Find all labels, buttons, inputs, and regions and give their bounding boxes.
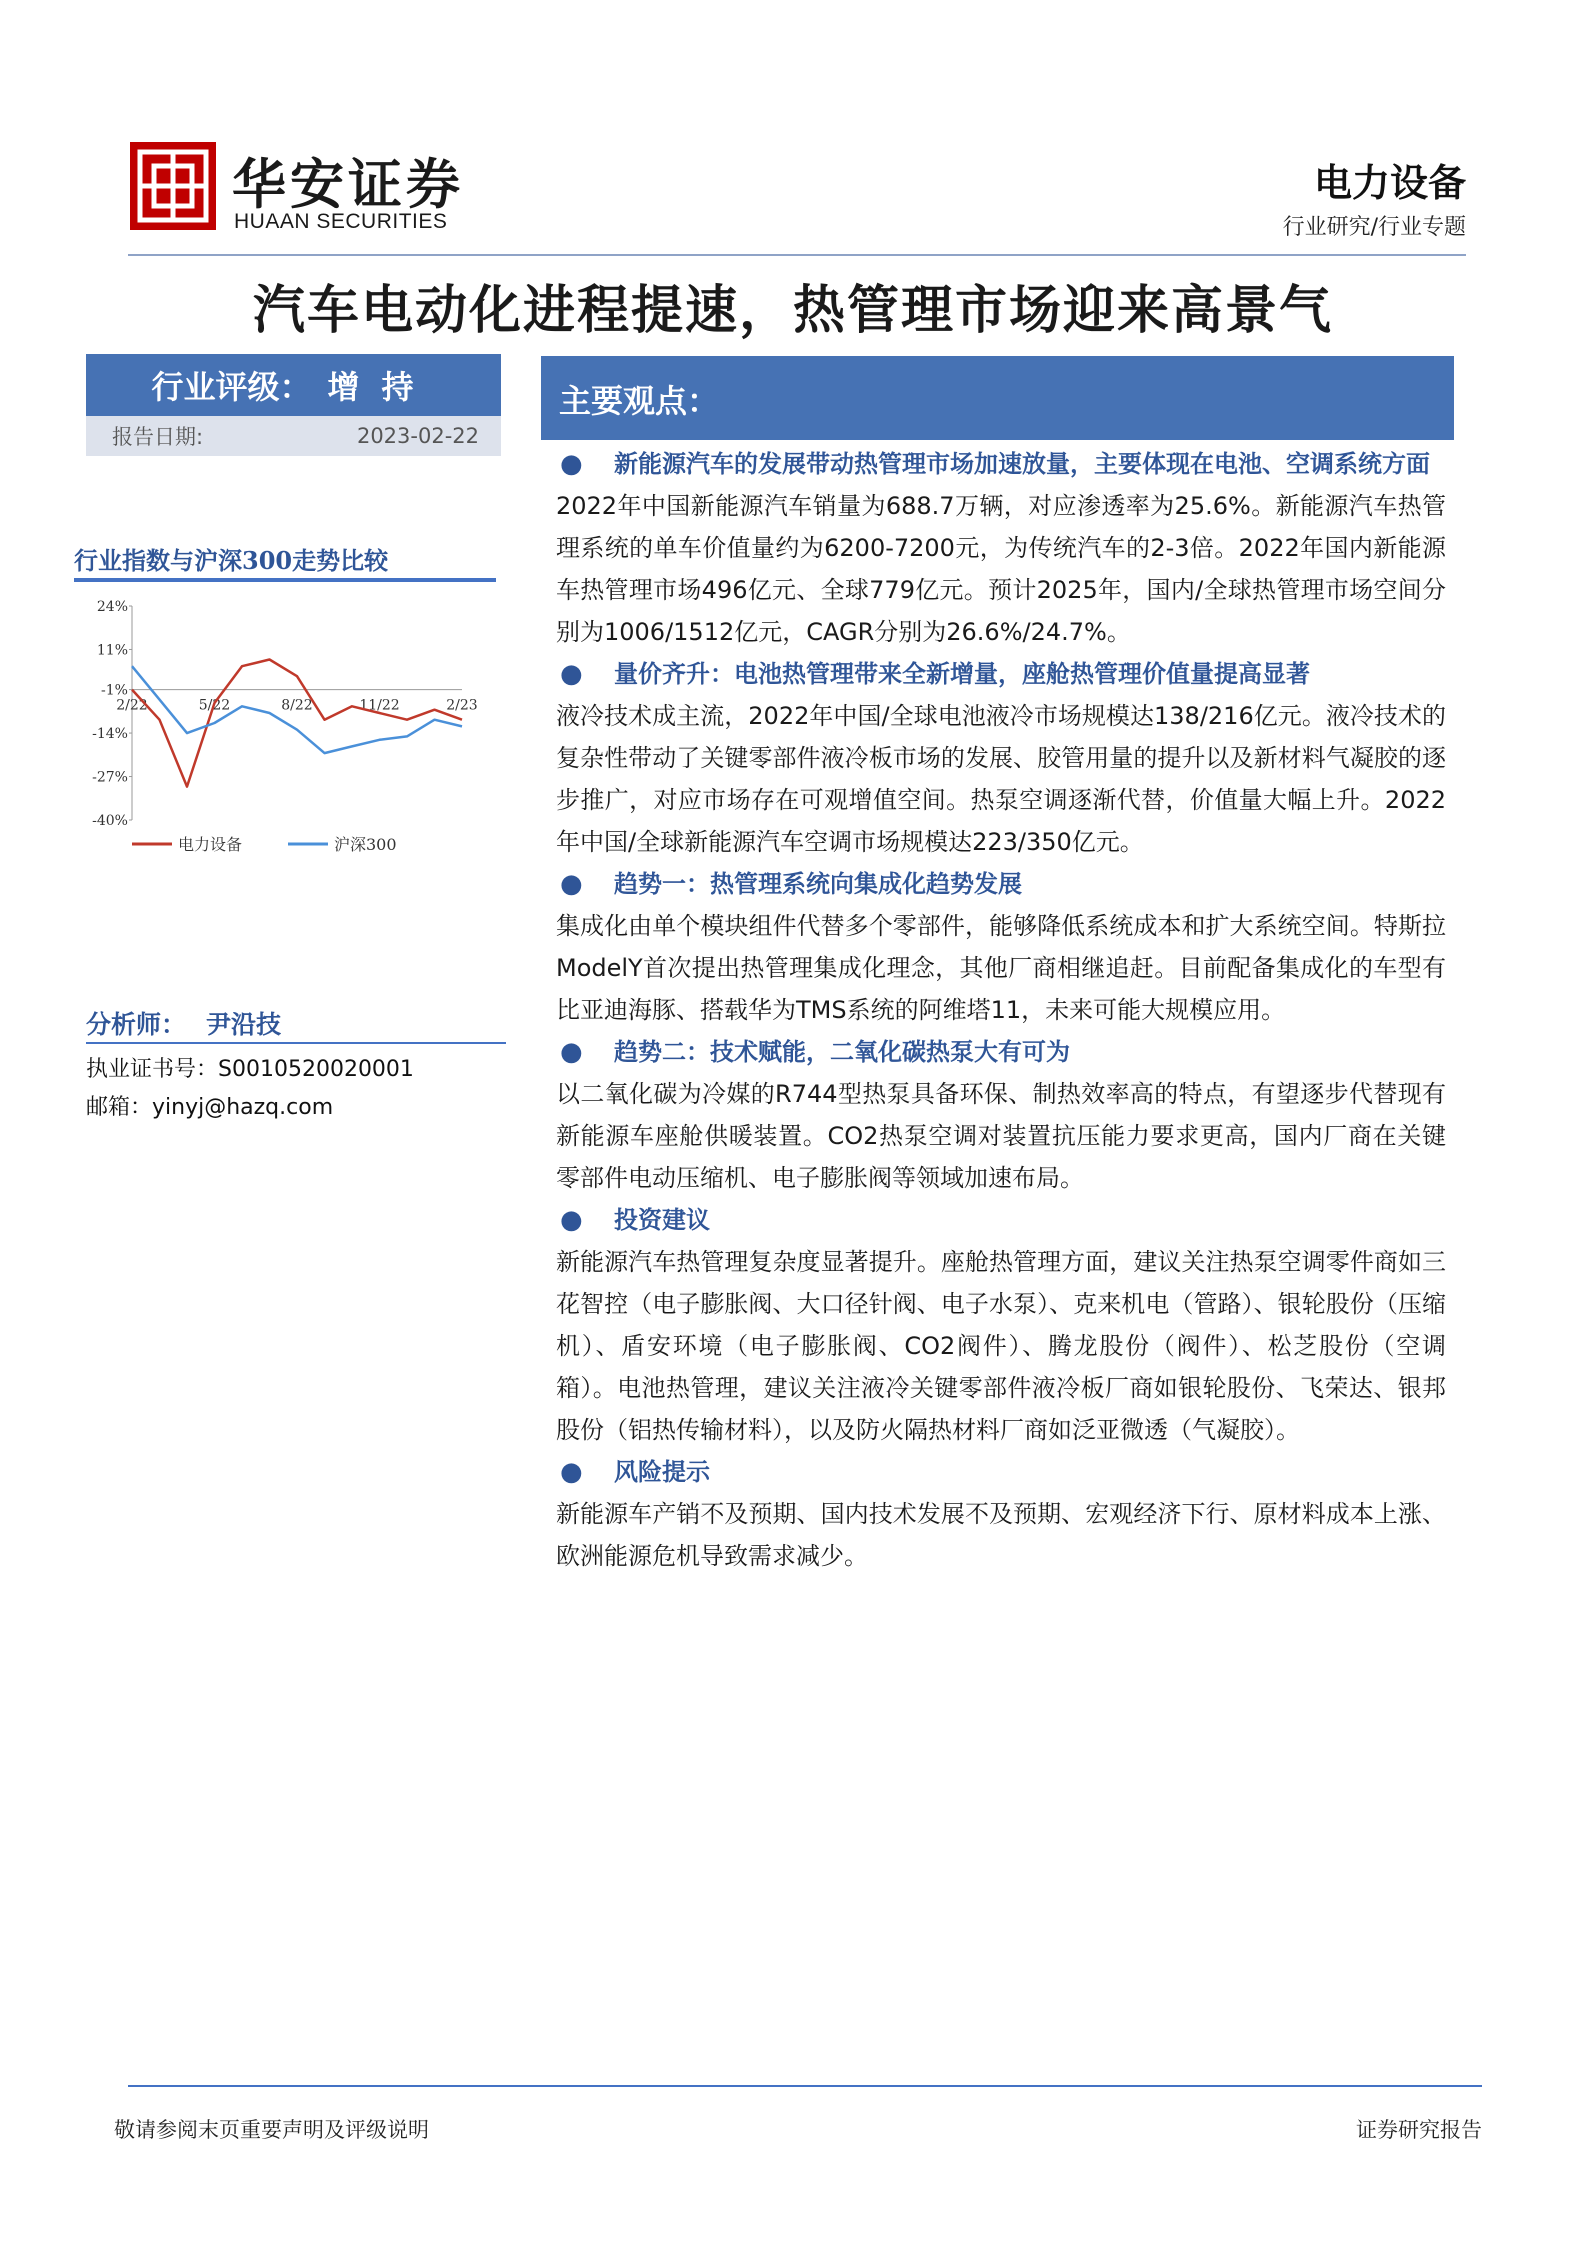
chart-title: 行业指数与沪深300走势比较 — [74, 546, 389, 575]
y-tick-label: -14% — [92, 726, 128, 743]
section-body: 液冷技术成主流，2022年中国/全球电池液冷市场规模达138/216亿元。液冷技术的复杂性带动了关键零部件液冷板市场的发展、胶管用量的提升以及新材料气凝胶的逐步推广，对应市场存在可观增值空间。热泵空调逐渐代替，价值量大幅上升。2022年中国/全球新能源汽车空调市场规模达223/350亿元。 — [556, 702, 1446, 856]
section-body: 新能源车产销不及预期、国内技术发展不及预期、宏观经济下行、原材料成本上涨、欧洲能源危机导致需求减少。 — [556, 1500, 1446, 1570]
analyst-line — [86, 1005, 281, 1041]
logo-chinese-name: 华安证券 — [232, 152, 464, 216]
date-value: 2023-02-22 — [356, 424, 479, 448]
legend-label: 电力设备 — [178, 835, 243, 854]
performance-chart — [70, 592, 510, 862]
y-tick-label: -40% — [92, 813, 128, 829]
analyst-divider — [86, 1042, 506, 1044]
bullet-icon: ● — [560, 659, 583, 689]
section-body: 2022年中国新能源汽车销量为688.7万辆，对应渗透率为25.6%。新能源汽车热管理系统的单车价值量约为6200-7200元，为传统汽车的2-3倍。2022年国内新能源车热管理市场496亿元、全球779亿元。预计2025年，国内/全球热管理市场空间分别为1006/1512亿元，CAGR分别为26.6%/24.7%。 — [556, 492, 1446, 646]
y-tick-label: 24% — [96, 599, 128, 615]
analyst-email: 邮箱：yinyj@hazq.com — [86, 1095, 334, 1120]
section-body: 新能源汽车热管理复杂度显著提升。座舱热管理方面，建议关注热泵空调零件商如三花智控（电子膨胀阀、大口径针阀、电子水泵）、克来机电（管路）、银轮股份（压缩机）、盾安环境（电子膨胀阀、CO2阀件）、腾龙股份（阀件）、松芝股份（空调箱）。电池热管理，建议关注液冷关键零部件液冷板厂商如银轮股份、飞荣达、银邦股份（铝热传输材料），以及防火隔热材料厂商如泛亚微透（气凝胶）。 — [556, 1248, 1446, 1444]
bullet-icon: ● — [560, 1457, 583, 1487]
series-line — [132, 660, 462, 787]
bullet-icon: ● — [560, 869, 583, 899]
section-heading: ● 量价齐升：电池热管理带来全新增量，座舱热管理价值量提高显著 — [556, 653, 1446, 695]
logo-english-name: HUAAN SECURITIES — [234, 210, 448, 233]
section-body: 以二氧化碳为冷媒的R744型热泵具备环保、制热效率高的特点，有望逐步代替现有新能源车座舱供暖装置。CO2热泵空调对装置抗压能力要求更高，国内厂商在关键零部件电动压缩机、电子膨胀阀等领域加速布局。 — [556, 1080, 1446, 1192]
section-heading: ● 投资建议 — [556, 1199, 1446, 1241]
analyst-label: 分析师： — [86, 1010, 187, 1039]
bullet-icon: ● — [560, 449, 583, 479]
rating-value: 增持 — [327, 368, 436, 406]
date-label: 报告日期: — [112, 425, 204, 449]
section-heading: ● 风险提示 — [556, 1451, 1446, 1493]
footer-divider — [128, 2085, 1482, 2087]
company-logo — [128, 140, 488, 240]
y-tick-label: -27% — [92, 769, 128, 786]
sector-label: 电力设备 — [1313, 161, 1466, 205]
industry-rating — [86, 354, 501, 416]
bullet-icon: ● — [560, 1037, 583, 1067]
report-category: 行业研究/行业专题 — [1282, 215, 1466, 240]
key-point-section — [556, 863, 1446, 1031]
report-title: 汽车电动化进程提速，热管理市场迎来高景气 — [252, 280, 1333, 341]
section-heading: ● 趋势二：技术赋能，二氧化碳热泵大有可为 — [556, 1031, 1446, 1073]
chart-title-divider — [74, 578, 496, 582]
analyst-license: 执业证书号：S0010520020001 — [86, 1057, 414, 1082]
section-body: 集成化由单个模块组件代替多个零部件，能够降低系统成本和扩大系统空间。特斯拉ModelY首次提出热管理集成化理念，其他厂商相继追赶。目前配备集成化的车型有比亚迪海豚、搭载华为TMS系统的阿维塔11，未来可能大规模应用。 — [556, 912, 1446, 1024]
logo-mark-icon — [128, 140, 218, 232]
x-tick-label: 11/22 — [359, 697, 400, 714]
footer-disclaimer: 敬请参阅末页重要声明及评级说明 — [114, 2118, 429, 2142]
y-tick-label: -1% — [101, 682, 128, 699]
key-point-section — [556, 653, 1446, 863]
header-divider — [128, 254, 1466, 256]
key-points-header: 主要观点： — [541, 356, 1454, 440]
section-heading: ● 新能源汽车的发展带动热管理市场加速放量，主要体现在电池、空调系统方面 — [556, 443, 1446, 485]
key-point-section — [556, 1451, 1446, 1577]
x-tick-label: 5/22 — [198, 697, 231, 714]
rating-label: 行业评级： — [151, 368, 312, 406]
footer-report-type: 证券研究报告 — [1356, 2118, 1482, 2142]
x-tick-label: 2/22 — [116, 697, 148, 714]
x-tick-label: 2/23 — [446, 697, 478, 714]
key-points-content — [556, 443, 1446, 1577]
section-heading: ● 趋势一：热管理系统向集成化趋势发展 — [556, 863, 1446, 905]
key-point-section — [556, 1031, 1446, 1199]
analyst-name: 尹沿技 — [206, 1010, 282, 1039]
key-point-section — [556, 1199, 1446, 1451]
report-date — [86, 416, 501, 456]
bullet-icon: ● — [560, 1205, 583, 1235]
x-tick-label: 8/22 — [281, 697, 313, 714]
y-tick-label: 11% — [96, 642, 128, 659]
key-point-section — [556, 443, 1446, 653]
legend-label: 沪深300 — [334, 835, 397, 854]
